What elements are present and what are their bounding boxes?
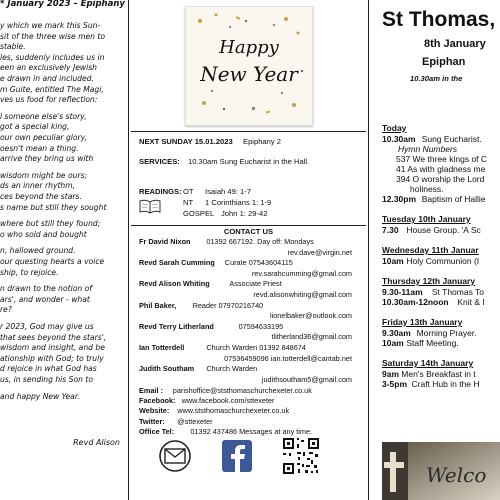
divider <box>131 225 366 226</box>
open-bible-icon <box>139 198 161 214</box>
reflection-line: our own peculiar glory, <box>0 133 87 142</box>
card-text-new-year: New Year <box>200 62 298 86</box>
welcome-text: Welco <box>426 463 487 487</box>
info-column <box>131 0 366 500</box>
next-sunday-label: NEXT SUNDAY 15.01.2023 <box>139 137 233 146</box>
reflection-line: n, hallowed ground. <box>0 246 76 256</box>
column-divider <box>368 0 369 500</box>
next-sunday-name: Epiphany 2 <box>243 137 281 146</box>
services-label: SERVICES: <box>139 157 180 166</box>
reflection-signature: Revd Alison <box>73 438 120 447</box>
contact-detail: Associate Priest <box>229 279 282 289</box>
event-text: Knit & I <box>457 297 485 307</box>
event-text: Sung Eucharist. <box>421 134 482 144</box>
reflection-line: r 2023, God may give us <box>0 322 94 331</box>
event-text: 41 As with gladness me <box>396 164 486 174</box>
service-time: 10.30am in the <box>410 74 463 83</box>
day-heading: Saturday 14th January <box>382 358 474 368</box>
event-time: 10.30am-12noon <box>382 297 449 307</box>
reading-gospel-ref: John 1: 29-42 <box>221 209 268 218</box>
link-label: Facebook: <box>139 396 176 406</box>
reflection-line: o who sold and bought <box>0 229 87 239</box>
reading-ot-ref: Isaiah 49: 1-7 <box>205 187 252 196</box>
contact-detail: judithsoutham5@gmail.com <box>261 374 352 384</box>
reflection-line: re? <box>0 305 12 315</box>
services-text: 10.30am Sung Eucharist in the Hall. <box>188 157 310 166</box>
event-text: Craft Hub in the H <box>411 379 480 389</box>
reading-nt-ref: 1 Corinthians 1: 1-9 <box>205 198 272 207</box>
reflection-line: wisdom and insight, and be <box>0 343 105 353</box>
day-heading: Tuesday 10th January <box>382 214 471 224</box>
reflection-line: got a special king, <box>0 122 70 132</box>
contact-name: Revd Alison Whiting <box>139 279 210 289</box>
link-label: Email : <box>139 386 163 395</box>
contact-detail: Curate 07543604115 <box>224 258 293 268</box>
link-label: Twitter: <box>139 416 165 426</box>
contact-detail: revd.alisonwhiting@gmail.com <box>253 290 352 299</box>
link-value[interactable]: 01392 437486 Messages at any time. <box>190 426 313 436</box>
reflection-line: l someone else's story, <box>0 111 87 121</box>
reflection-line: ds an inner rhythm, <box>0 181 76 191</box>
day-heading: Wednesday 11th Januar <box>382 245 479 255</box>
link-label: Website: <box>139 406 170 416</box>
event-time: 9.30-11am <box>382 287 423 297</box>
event-text: Holy Communion (I <box>406 256 480 266</box>
reflection-line: where but still they found; <box>0 219 101 229</box>
contact-name: Judith Southam <box>139 364 195 374</box>
contact-name: Revd Sarah Cumming <box>139 258 215 268</box>
reflection-line: our questing hearts a voice <box>0 257 105 266</box>
contact-detail: Reader 07970216740 <box>192 300 264 310</box>
event-time: 12.30pm <box>382 194 417 204</box>
reflection-line: stable. <box>0 42 26 52</box>
event-text: House Group. 'A Sc <box>406 225 481 235</box>
bulletin-date: 8th January <box>424 38 486 50</box>
column-divider <box>128 0 129 500</box>
email-icon[interactable] <box>157 436 193 480</box>
contact-name: Ian Totterdell <box>139 343 185 352</box>
reflection-line: d rejoice in what God has <box>0 364 97 374</box>
event-time: 10am <box>382 338 404 348</box>
reflection-line: les, suddenly includes us in <box>0 52 105 62</box>
reflection-line: sit of the three wise men to <box>0 31 106 41</box>
reading-nt-label: NT <box>183 198 194 207</box>
link-value[interactable]: www.ststhomaschurchexeter.co.uk <box>177 406 290 416</box>
contact-name: Fr David Nixon <box>139 237 191 246</box>
link-value[interactable]: www.facebook.com/sttexeter <box>181 396 275 406</box>
contact-detail: rev.sarahcumming@gmail.com <box>251 268 352 278</box>
reading-ot-label: OT <box>183 187 194 196</box>
contact-name: Revd Terry Litherland <box>139 321 214 331</box>
card-text-happy: Happy <box>219 37 279 58</box>
reading-gospel-label: GOSPEL <box>183 209 215 218</box>
qr-code-icon[interactable] <box>281 436 321 480</box>
liturgical-season: Epiphan <box>422 56 466 68</box>
event-time: 9am <box>382 369 400 379</box>
church-title: St Thomas, <box>382 8 496 31</box>
reflection-line: and happy New Year. <box>0 391 80 401</box>
contact-detail: rev.dave@virgin.net <box>287 247 352 257</box>
event-text: Morning Prayer. <box>416 328 477 338</box>
reflection-line: that sees beyond the stars', <box>0 332 107 342</box>
schedule-column <box>370 0 500 500</box>
link-value[interactable]: @sttexeter <box>177 416 213 426</box>
link-label: Office Tel: <box>139 426 175 436</box>
readings-label: READINGS: <box>139 187 182 196</box>
welcome-banner-image <box>382 442 500 500</box>
reflection-line: wisdom might be ours; <box>0 170 88 180</box>
reflection-line: y which we mark this Sun- <box>0 21 101 30</box>
day-heading: Thursday 12th January <box>382 276 476 286</box>
contact-detail: lionelbaker@outlook.com <box>269 311 352 321</box>
reflection-line: een an exclusively Jewish <box>0 63 97 73</box>
event-text: 394 O worship the Lord <box>396 174 485 184</box>
contact-detail: 07594633195 <box>238 321 284 331</box>
link-value[interactable]: parishoffice@ststhomaschurchexeter.co.uk <box>172 386 312 395</box>
reflection-line: oesn't mean a thing. <box>0 143 79 153</box>
divider <box>131 131 366 132</box>
reflection-line: m Guite, entitled The Magi, <box>0 84 104 94</box>
event-text: Staff Meeting. <box>406 338 459 348</box>
event-text: Baptism of Hallie <box>421 194 486 204</box>
reflection-line: ves us food for reflection: <box>0 95 98 105</box>
reflection-header: * January 2023 – Epiphany <box>0 0 125 9</box>
event-time: 9.30am <box>382 328 411 338</box>
facebook-icon[interactable] <box>219 436 255 480</box>
reflection-line: ces beyond the stars. <box>0 192 82 201</box>
reflection-column <box>0 0 126 500</box>
reflection-line: arrive they bring us with <box>0 154 94 164</box>
event-time: 3-5pm <box>382 379 408 389</box>
event-time: 10am <box>382 256 404 266</box>
event-text: holiness. <box>410 184 444 194</box>
event-text: St Thomas To <box>431 287 485 297</box>
contact-name: Phil Baker, <box>139 300 177 310</box>
reflection-line: ship, to rejoice. <box>0 267 59 277</box>
reflection-line: us, in sending his Son to <box>0 375 93 384</box>
contact-detail: 01392 667192. Day off: Mondays <box>206 237 314 246</box>
day-heading: Friday 13th January <box>382 317 463 327</box>
contacts-title: CONTACT US <box>223 227 274 236</box>
reflection-line: e drawn in and included. <box>0 74 94 83</box>
event-time: 10.30am <box>382 134 416 144</box>
contact-detail: tlitherland36@gmail.com <box>271 332 352 342</box>
new-year-card-image <box>185 6 313 126</box>
event-time: 7.30 <box>382 225 399 235</box>
contact-detail: 07536459096 ian.totterdell@cantab.net <box>224 353 352 363</box>
event-text: 537 We three kings of C <box>396 154 488 164</box>
event-text: Men's Breakfast in t <box>401 369 476 379</box>
event-text: Hymn Numbers <box>398 144 458 154</box>
reflection-line: ars', and wonder - what <box>0 294 90 304</box>
contact-detail: Church Warden 01392 848674 <box>206 343 306 352</box>
contact-detail: Church Warden <box>206 364 258 374</box>
day-heading: Today <box>382 123 407 133</box>
reflection-line: ationship with God; to truly <box>0 353 104 363</box>
reflection-line: s name but still they sought <box>0 202 107 212</box>
reflection-line: n drawn to the notion of <box>0 284 92 294</box>
